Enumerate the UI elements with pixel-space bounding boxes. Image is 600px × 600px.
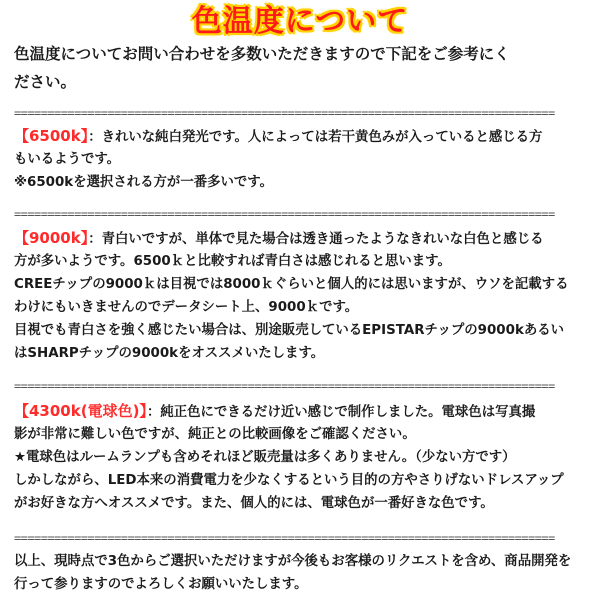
- section-text: ：青白いですが、単体で見た場合は透き通ったようなきれいな白色と感じる: [88, 232, 544, 247]
- section-label: 【6500k】: [14, 127, 89, 145]
- page-title: [0, 2, 600, 42]
- section-4300k: [14, 400, 590, 515]
- section-text: がお好きな方へオススメです。また、個人的には、電球色が一番好きな色です。: [14, 496, 494, 511]
- section-label: 【4300k(電球色)】: [14, 402, 147, 420]
- section-9000k: [14, 227, 590, 365]
- section-text: ：純正色にできるだけ近い感じで制作しました。電球色は写真撮: [146, 405, 536, 420]
- section-text: 影が非常に難しい色ですが、純正との比較画像をご確認ください。: [14, 427, 416, 442]
- separator: =================================================================================: [14, 380, 555, 392]
- separator: =================================================================================: [14, 532, 555, 544]
- closing-line: 行って参りますのでよろしくお願いいたします。: [14, 577, 308, 592]
- section-text: もいるようです。: [14, 152, 121, 167]
- intro-line: 色温度についてお問い合わせを多数いただきますので下記をご参考にく: [14, 45, 510, 63]
- section-text: しかしながら、LED本来の消費電力を少なくするという目的の方やさりげないドレスアップ: [14, 473, 564, 488]
- intro-line: ださい。: [14, 73, 77, 91]
- closing-line: 以上、現時点で3色からご選択いただけますが今後もお客様のリクエストを含め、商品開発を: [14, 554, 572, 569]
- section-text: ★電球色はルームランプも含めそれほど販売量は多くありません。（少ない方です）: [14, 450, 516, 465]
- intro-paragraph: [14, 40, 590, 96]
- section-text: 方が多いようです。6500ｋと比較すれば青白さは感じれると思います。: [14, 254, 451, 269]
- section-text: はSHARPチップの9000kをオススメいたします。: [14, 346, 325, 361]
- separator: =================================================================================: [14, 107, 555, 119]
- closing-paragraph: [14, 550, 590, 596]
- section-text: CREEチップの9000ｋは目視では8000ｋぐらいと個人的には思いますが、ウソを記載する: [14, 277, 569, 292]
- section-text: ※6500kを選択される方が一番多いです。: [14, 175, 273, 190]
- separator: =================================================================================: [14, 208, 555, 220]
- section-text: ：きれいな純白発光です。人によっては若干黄色みが入っていると感じる方: [88, 130, 543, 145]
- page-title-text: 色温度について: [191, 4, 409, 39]
- section-label: 【9000k】: [14, 229, 89, 247]
- section-text: わけにもいきませんのでデータシート上、9000ｋです。: [14, 300, 359, 315]
- section-6500k: [14, 125, 590, 194]
- section-text: 目視でも青白さを強く感じたい場合は、別途販売しているEPISTARチップの9000kあるい: [14, 323, 565, 338]
